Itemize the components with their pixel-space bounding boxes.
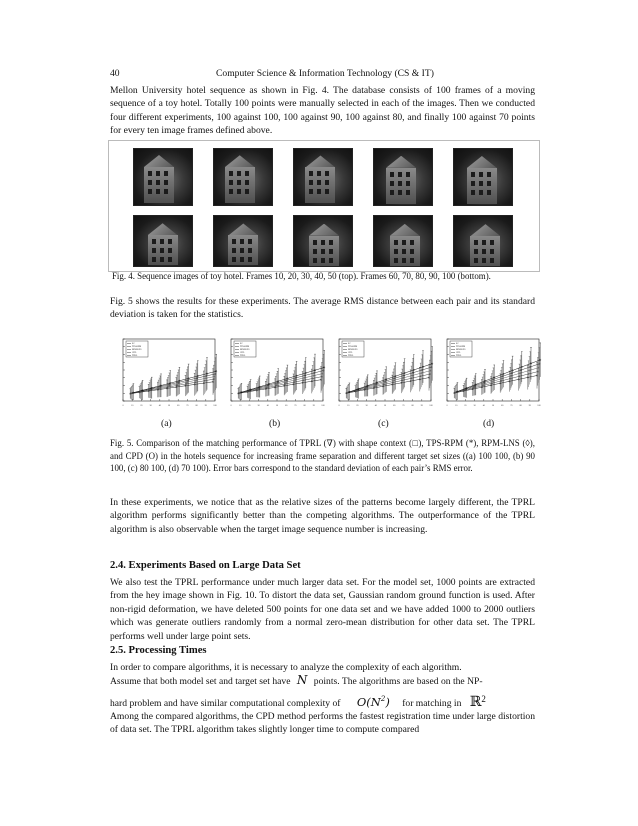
svg-text:50: 50 — [383, 405, 387, 407]
svg-text:20: 20 — [140, 405, 143, 407]
svg-text:100: 100 — [321, 405, 325, 407]
section-2-5-line1: In order to compare algorithms, it is necessary to analyze the complexity of each algorithm. — [110, 662, 462, 673]
svg-text:RPM-LNS: RPM-LNS — [348, 349, 358, 351]
real-space-exp: 2 — [481, 694, 486, 704]
svg-text:50: 50 — [491, 405, 495, 407]
fig5-caption: Fig. 5. Comparison of the matching performance of TPRL (∇) with shape context (□), TPS-RPM (*), RPM-LNS (◊), and CPD (O) in the hotels sequence for increasing frame separation and different target set sizes ((a) 100 100, (b) 90 100, (c) 80 100, (d) 70 100). Error bars correspond to the standard deviation of each pair’s RMS error. — [110, 438, 535, 473]
hotel-frame-image — [373, 148, 433, 206]
svg-text:TPRL: TPRL — [132, 355, 138, 357]
svg-text:SC: SC — [132, 343, 135, 345]
svg-text:100: 100 — [429, 405, 433, 407]
hotel-frame-image — [213, 215, 273, 267]
svg-text:TPS-RPM: TPS-RPM — [348, 346, 358, 348]
section-2-4-heading: 2.4. Experiments Based on Large Data Set — [110, 560, 301, 571]
svg-text:CPD: CPD — [456, 352, 461, 354]
complexity-base: O(N — [356, 695, 381, 710]
line2-text-a: Assume that both model set and target set have — [110, 676, 291, 687]
fig4-caption: Fig. 4. Sequence images of toy hotel. Frames 10, 20, 30, 40, 50 (top). Frames 60, 70, 80, 90, 100 (bottom). — [112, 271, 491, 281]
fig5-intro-paragraph: Fig. 5 shows the results for these experiments. The average RMS distance between each pair and its standard deviation is taken for the statistics. — [110, 296, 535, 321]
svg-text:90: 90 — [312, 405, 315, 407]
fig5-label-b: (b) — [269, 418, 281, 429]
hotel-frame-image — [293, 215, 353, 267]
svg-text:50: 50 — [275, 405, 279, 407]
svg-text:100: 100 — [213, 405, 217, 407]
real-space-symbol: ℝ — [469, 695, 482, 711]
svg-text:30: 30 — [473, 405, 476, 407]
fig5-plot-c — [327, 333, 435, 411]
running-header: Computer Science & Information Technology (CS & IT) — [216, 68, 434, 79]
svg-text:CPD: CPD — [132, 352, 137, 354]
svg-text:70: 70 — [510, 405, 513, 407]
svg-text:50: 50 — [167, 405, 171, 407]
section-2-5-line2 — [110, 674, 535, 688]
var-n: N — [296, 673, 308, 687]
svg-text:60: 60 — [285, 405, 288, 407]
svg-text:TPRL: TPRL — [456, 355, 462, 357]
complexity-exp: 2 — [380, 695, 386, 704]
svg-text:80: 80 — [411, 405, 414, 407]
svg-text:40: 40 — [374, 405, 377, 407]
svg-text:CPD: CPD — [240, 352, 245, 354]
hotel-frame-image — [453, 148, 513, 206]
svg-text:30: 30 — [365, 405, 368, 407]
svg-text:TPS-RPM: TPS-RPM — [132, 346, 142, 348]
fig5-plot-b — [219, 333, 327, 411]
svg-text:40: 40 — [266, 405, 269, 407]
svg-text:90: 90 — [204, 405, 207, 407]
discussion-paragraph: In these experiments, we notice that as the relative sizes of the patterns become largely different, the TPRL algorithm performs significantly better than the competing algorithms. The outperformance of the TPRL algorithm is also observable when the target image sequence number is increasing. — [110, 497, 535, 535]
svg-text:TPS-RPM: TPS-RPM — [456, 346, 466, 348]
section-2-4-body: We also test the TPRL performance under much larger data set. For the model set, 1000 points are extracted from the hey image shown in Fig. 10. To distort the data set, Gaussian random ground function is used. After non-rigid deformation, we have deleted 500 points for one data set and we have added 1000 to 2000 outliers which was generate outliers randomly from a normal zero-mean distribution for other data set. The TPRL performs well under large point sets. — [110, 577, 535, 642]
svg-text:SC: SC — [348, 343, 351, 345]
svg-text:TPRL: TPRL — [240, 355, 246, 357]
complexity-math — [357, 695, 390, 709]
fig5-label-c: (c) — [378, 418, 389, 429]
hotel-frame-image — [373, 215, 433, 267]
complexity-close: ) — [385, 695, 390, 710]
svg-text:0: 0 — [338, 405, 340, 407]
intro-paragraph: Mellon University hotel sequence as shown in Fig. 4. The database consists of 100 frames of a moving sequence of a toy hotel. Totally 100 points were manually selected in each of the images. Then we conducted four different experiments, 100 against 100, 100 against 90, 100 against 80, and finally 100 against 70 points for every ten image frames defined above. — [110, 85, 535, 137]
svg-text:10: 10 — [455, 405, 458, 407]
svg-text:SC: SC — [456, 343, 459, 345]
svg-text:0: 0 — [230, 405, 232, 407]
svg-text:RPM-LNS: RPM-LNS — [240, 349, 250, 351]
svg-text:RPM-LNS: RPM-LNS — [132, 349, 142, 351]
svg-text:TPRL: TPRL — [348, 355, 354, 357]
svg-text:0: 0 — [122, 405, 124, 407]
fig5-label-d: (d) — [483, 418, 495, 429]
svg-text:60: 60 — [393, 405, 396, 407]
fig5-plot-d — [435, 333, 543, 411]
svg-text:10: 10 — [239, 405, 242, 407]
svg-text:0: 0 — [446, 405, 448, 407]
svg-text:SC: SC — [240, 343, 243, 345]
section-2-5-rest: Among the compared algorithms, the CPD method performs the fastest registration time under large distortion of data set. The TPRL algorithm takes slightly longer time to compute compared — [110, 711, 535, 736]
svg-text:70: 70 — [402, 405, 405, 407]
svg-text:80: 80 — [303, 405, 306, 407]
svg-text:60: 60 — [177, 405, 180, 407]
line2-text-b: points. The algorithms are based on the NP- — [313, 676, 483, 687]
svg-text:30: 30 — [257, 405, 260, 407]
svg-text:80: 80 — [519, 405, 522, 407]
hotel-frame-image — [133, 215, 193, 267]
svg-text:80: 80 — [195, 405, 198, 407]
line3-text-b: for matching in — [402, 698, 462, 710]
hotel-frame-image — [293, 148, 353, 206]
svg-text:30: 30 — [149, 405, 152, 407]
svg-text:40: 40 — [158, 405, 161, 407]
svg-text:60: 60 — [501, 405, 504, 407]
line3-text-a: hard problem and have similar computational complexity of — [110, 698, 341, 710]
svg-text:20: 20 — [248, 405, 251, 407]
svg-text:CPD: CPD — [348, 352, 353, 354]
hotel-frame-image — [213, 148, 273, 206]
svg-text:10: 10 — [131, 405, 134, 407]
svg-text:RPM-LNS: RPM-LNS — [456, 349, 466, 351]
svg-text:20: 20 — [356, 405, 359, 407]
svg-text:90: 90 — [528, 405, 531, 407]
hotel-frame-image — [133, 148, 193, 206]
section-2-5-line3 — [110, 694, 535, 711]
fig5-label-a: (a) — [161, 418, 172, 429]
hotel-frame-image — [453, 215, 513, 267]
fig5-plot-a — [111, 333, 219, 411]
svg-text:70: 70 — [294, 405, 297, 407]
svg-text:100: 100 — [537, 405, 541, 407]
section-2-5-heading: 2.5. Processing Times — [110, 645, 207, 656]
svg-text:90: 90 — [420, 405, 423, 407]
svg-text:10: 10 — [347, 405, 350, 407]
svg-text:20: 20 — [464, 405, 467, 407]
svg-text:70: 70 — [186, 405, 189, 407]
svg-text:TPS-RPM: TPS-RPM — [240, 346, 250, 348]
page-number: 40 — [110, 68, 120, 79]
svg-text:40: 40 — [482, 405, 485, 407]
